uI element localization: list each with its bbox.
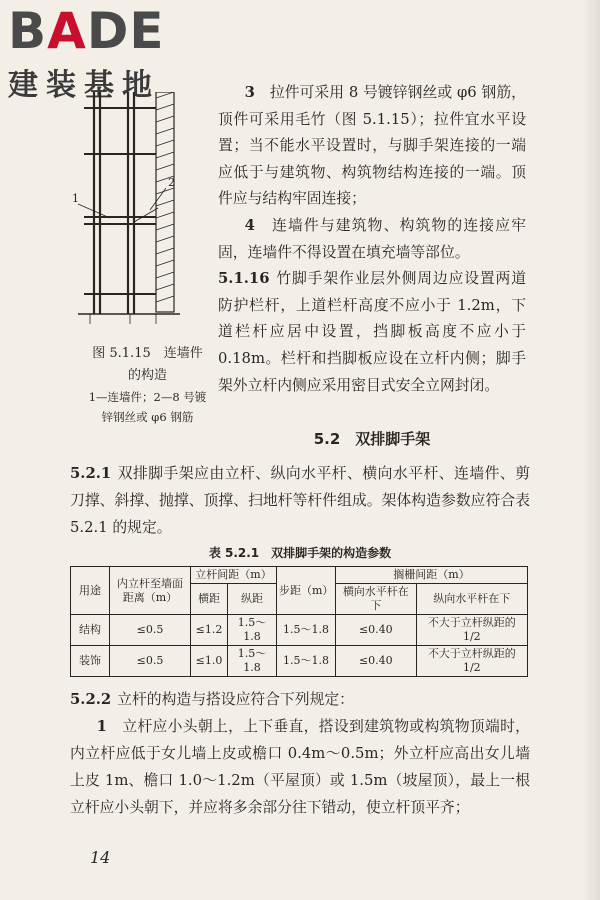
table-row: 结构 ≤0.5 ≤1.2 1.5～1.8 1.5～1.8 ≤0.40 不大于立杆纵距的 1/2	[71, 615, 528, 646]
th-grid-a: 横向水平杆在下	[336, 584, 417, 615]
th-step: 步距（m）	[277, 567, 336, 615]
figure-label-2: 2	[168, 176, 175, 189]
th-pole: 立杆间距（m）	[191, 567, 277, 584]
clause-5-1-16: 5.1.16 竹脚手架作业层外侧周边应设置两道防护栏杆，上道栏杆高度不应小于 1.2m，下道栏杆应居中设置，挡脚板高度不应小于 0.18m。栏杆和挡脚板应设在立杆内侧；脚手架外立杆内侧应采用密目式安全立网封闭。	[218, 270, 526, 394]
tie-wire	[134, 208, 158, 222]
section-title: 5.2 双排脚手架	[313, 430, 431, 448]
figure-label-1: 1	[72, 192, 79, 205]
clause-5-2-2-item-1: 1 立杆应小头朝上，上下垂直，搭设到建筑物或构筑物顶端时，内立杆应低于女儿墙上皮或檐口 0.4m～0.5m；外立杆应高出女儿墙上皮 1m、檐口 1.0～1.2m（平屋顶）或 1.5m（坡屋顶），最上一根立杆应小头朝下，并应将多余部分往下错动，使立杆顶平齐；	[70, 718, 530, 816]
wall-tie-figure	[70, 92, 200, 327]
table-row: 装饰 ≤0.5 ≤1.0 1.5～1.8 1.5～1.8 ≤0.40 不大于立杆纵距的 1/2	[71, 646, 528, 677]
item-4: 4 连墙件与建筑物、构筑物的连接应牢固，连墙件不得设置在填充墙等部位。	[218, 216, 526, 261]
logo-wordmark: BADE	[8, 2, 165, 60]
th-grid: 搁栅间距（m）	[336, 567, 528, 584]
clause-5-2-2: 5.2.2 立杆的构造与搭设应符合下列规定： 1 立杆应小头朝上，上下垂直，搭设到建筑物或构筑物顶端时，内立杆应低于女儿墙上皮或檐口 0.4m～0.5m；外立杆应高出女儿墙上皮 1m、檐口 1.0～1.2m（平屋顶）或 1.5m（坡屋顶），最上一根立杆应小头朝下，并应将多余部分往下错动，使立杆顶平齐；	[70, 686, 530, 821]
th-pole-h: 横距	[191, 584, 228, 615]
th-use: 用途	[71, 567, 110, 615]
parameter-table	[70, 566, 528, 677]
figure-note: 1—连墙件；2—8 号镀 锌钢丝或 φ6 钢筋	[88, 390, 207, 424]
page-number: 14	[90, 848, 111, 867]
scaffold-poles	[94, 92, 134, 314]
right-column-text	[218, 80, 526, 399]
th-pole-v: 纵距	[228, 584, 277, 615]
table-title: 表 5.2.1 双排脚手架的构造参数	[208, 546, 392, 560]
brand-logo	[8, 2, 165, 104]
th-grid-b: 纵向水平杆在下	[416, 584, 527, 615]
th-inner: 内立杆至墙面距离（m）	[110, 567, 191, 615]
clause-5-2-1: 5.2.1 双排脚手架应由立杆、纵向水平杆、横向水平杆、连墙件、剪刀撑、斜撑、抛撑、顶撑、扫地杆等杆件组成。架体构造参数应符合表 5.2.1 的规定。	[70, 465, 530, 536]
leader-2	[150, 188, 166, 210]
wall-hatch	[156, 92, 174, 312]
logo-subtitle: 建装基地	[8, 68, 160, 103]
page-edge-shadow	[582, 0, 600, 900]
item-3: 3 拉件可采用 8 号镀锌钢丝或 φ6 钢筋，顶件可采用毛竹（图 5.1.15）；拉件宜水平设置；当不能水平设置时，与脚手架连接的一端应低于与建筑物、构筑物结构连接的一端。顶件应与结构牢固连接；	[218, 84, 526, 208]
ground-marks	[90, 314, 156, 324]
figure-caption: 图 5.1.15 连墙件 的构造	[92, 346, 203, 383]
